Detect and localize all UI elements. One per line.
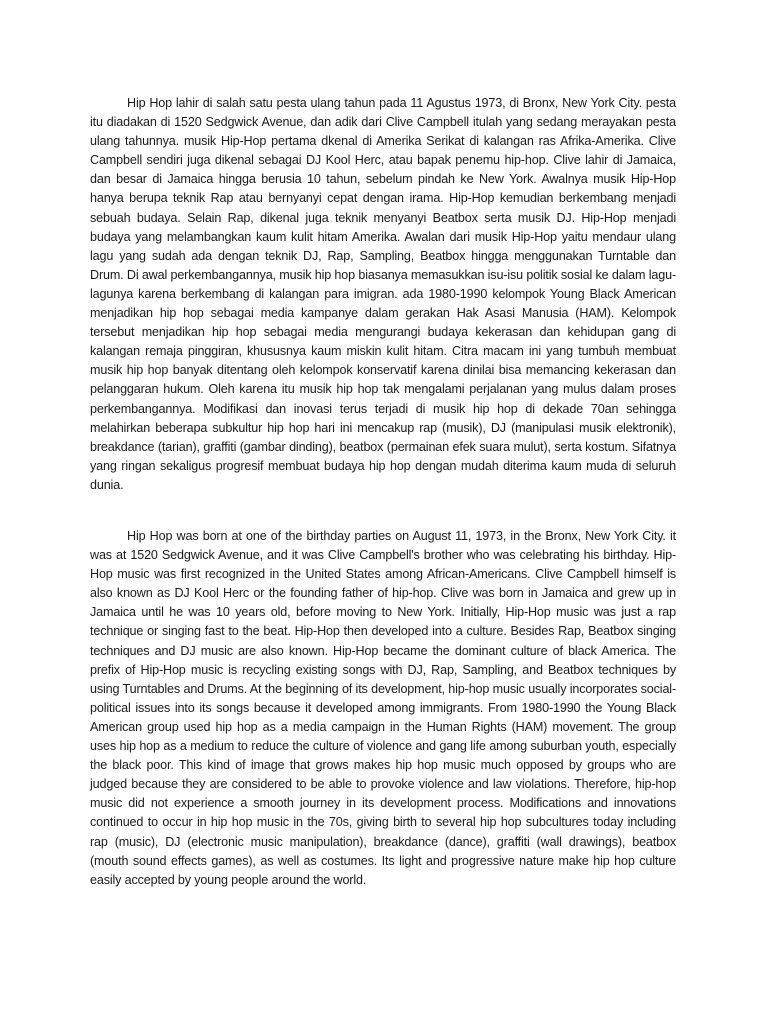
paragraph-indonesian: Hip Hop lahir di salah satu pesta ulang tahun pada 11 Agustus 1973, di Bronx, New York City. pesta itu diadakan di 1520 Sedgwick Avenue, dan adik dari Clive Campbell itulah yang sedang merayakan pesta ulang tahunnya. musik Hip-Hop pertama dkenal di Amerika Serikat di kalangan ras Afrika-Amerika. Clive Campbell sendiri juga dikenal sebagai DJ Kool Herc, atau bapak penemu hip-hop. Clive lahir di Jamaica, dan besar di Jamaica hingga berusia 10 tahun, sebelum pindah ke New York. Awalnya musik Hip-Hop hanya berupa teknik Rap atau bernyanyi cepat dengan irama. Hip-Hop kemudian berkembang menjadi sebuah budaya. Selain Rap, dikenal juga teknik menyanyi Beatbox serta musik DJ. Hip-Hop menjadi budaya yang melambangkan kaum kulit hitam Amerika. Awalan dari musik Hip-Hop yaitu mendaur ulang lagu yang sudah ada dengan teknik DJ, Rap, Sampling, Beatbox hingga menggunakan Turntable dan Drum. Di awal perkembangannya, musik hip hop biasanya memasukkan isu-isu politik sosial ke dalam lagu-lagunya karena berkembang di kalangan para imigran. ada 1980-1990 kelompok Young Black American menjadikan hip hop sebagai media kampanye dalam gerakan Hak Asasi Manusia (HAM). Kelompok tersebut menjadikan hip hop sebagai media mengurangi budaya kekerasan dan kehidupan gang di kalangan remaja pinggiran, khususnya kaum miskin kulit hitam. Citra macam ini yang tumbuh membuat musik hip hop banyak ditentang oleh kelompok konservatif karena dinilai bisa memancing kekerasan dan pelanggaran hukum. Oleh karena itu musik hip hop tak mengalami perjalanan yang mulus dalam proses perkembangannya. Modifikasi dan inovasi terus terjadi di musik hip hop di dekade 70an sehingga melahirkan beberapa subkultur hip hop hari ini mencakup rap (musik), DJ (manipulasi musik elektronik), breakdance (tarian), graffiti (gambar dinding), beatbox (permainan efek suara mulut), serta kostum. Sifatnya yang ringan sekaligus progresif membuat budaya hip hop dengan mudah diterima kaum muda di seluruh dunia. (90, 96, 676, 492)
paragraph-english: Hip Hop was born at one of the birthday parties on August 11, 1973, in the Bronx, New York City. it was at 1520 Sedgwick Avenue, and it was Clive Campbell's brother who was celebrating his birthday. Hip-Hop music was first recognized in the United States among African-Americans. Clive Campbell himself is also known as DJ Kool Herc or the founding father of hip-hop. Clive was born in Jamaica and grew up in Jamaica until he was 10 years old, before moving to New York. Initially, Hip-Hop music was just a rap technique or singing fast to the beat. Hip-Hop then developed into a culture. Besides Rap, Beatbox singing techniques and DJ music are also known. Hip-Hop became the dominant culture of black America. The prefix of Hip-Hop music is recycling existing songs with DJ, Rap, Sampling, and Beatbox techniques by using Turntables and Drums. At the beginning of its development, hip-hop music usually incorporates social-political issues into its songs because it developed among immigrants. From 1980-1990 the Young Black American group used hip hop as a media campaign in the Human Rights (HAM) movement. The group uses hip hop as a medium to reduce the culture of violence and gang life among suburban youth, especially the black poor. This kind of image that grows makes hip hop music much opposed by groups who are judged because they are considered to be able to provoke violence and law violations. Therefore, hip-hop music did not experience a smooth journey in its development process. Modifications and innovations continued to occur in hip hop music in the 70s, giving birth to several hip hop subcultures today including rap (music), DJ (electronic music manipulation), breakdance (dance), graffiti (wall drawings), beatbox (mouth sound effects games), as well as costumes. Its light and progressive nature make hip hop culture easily accepted by young people around the world. (90, 529, 676, 887)
